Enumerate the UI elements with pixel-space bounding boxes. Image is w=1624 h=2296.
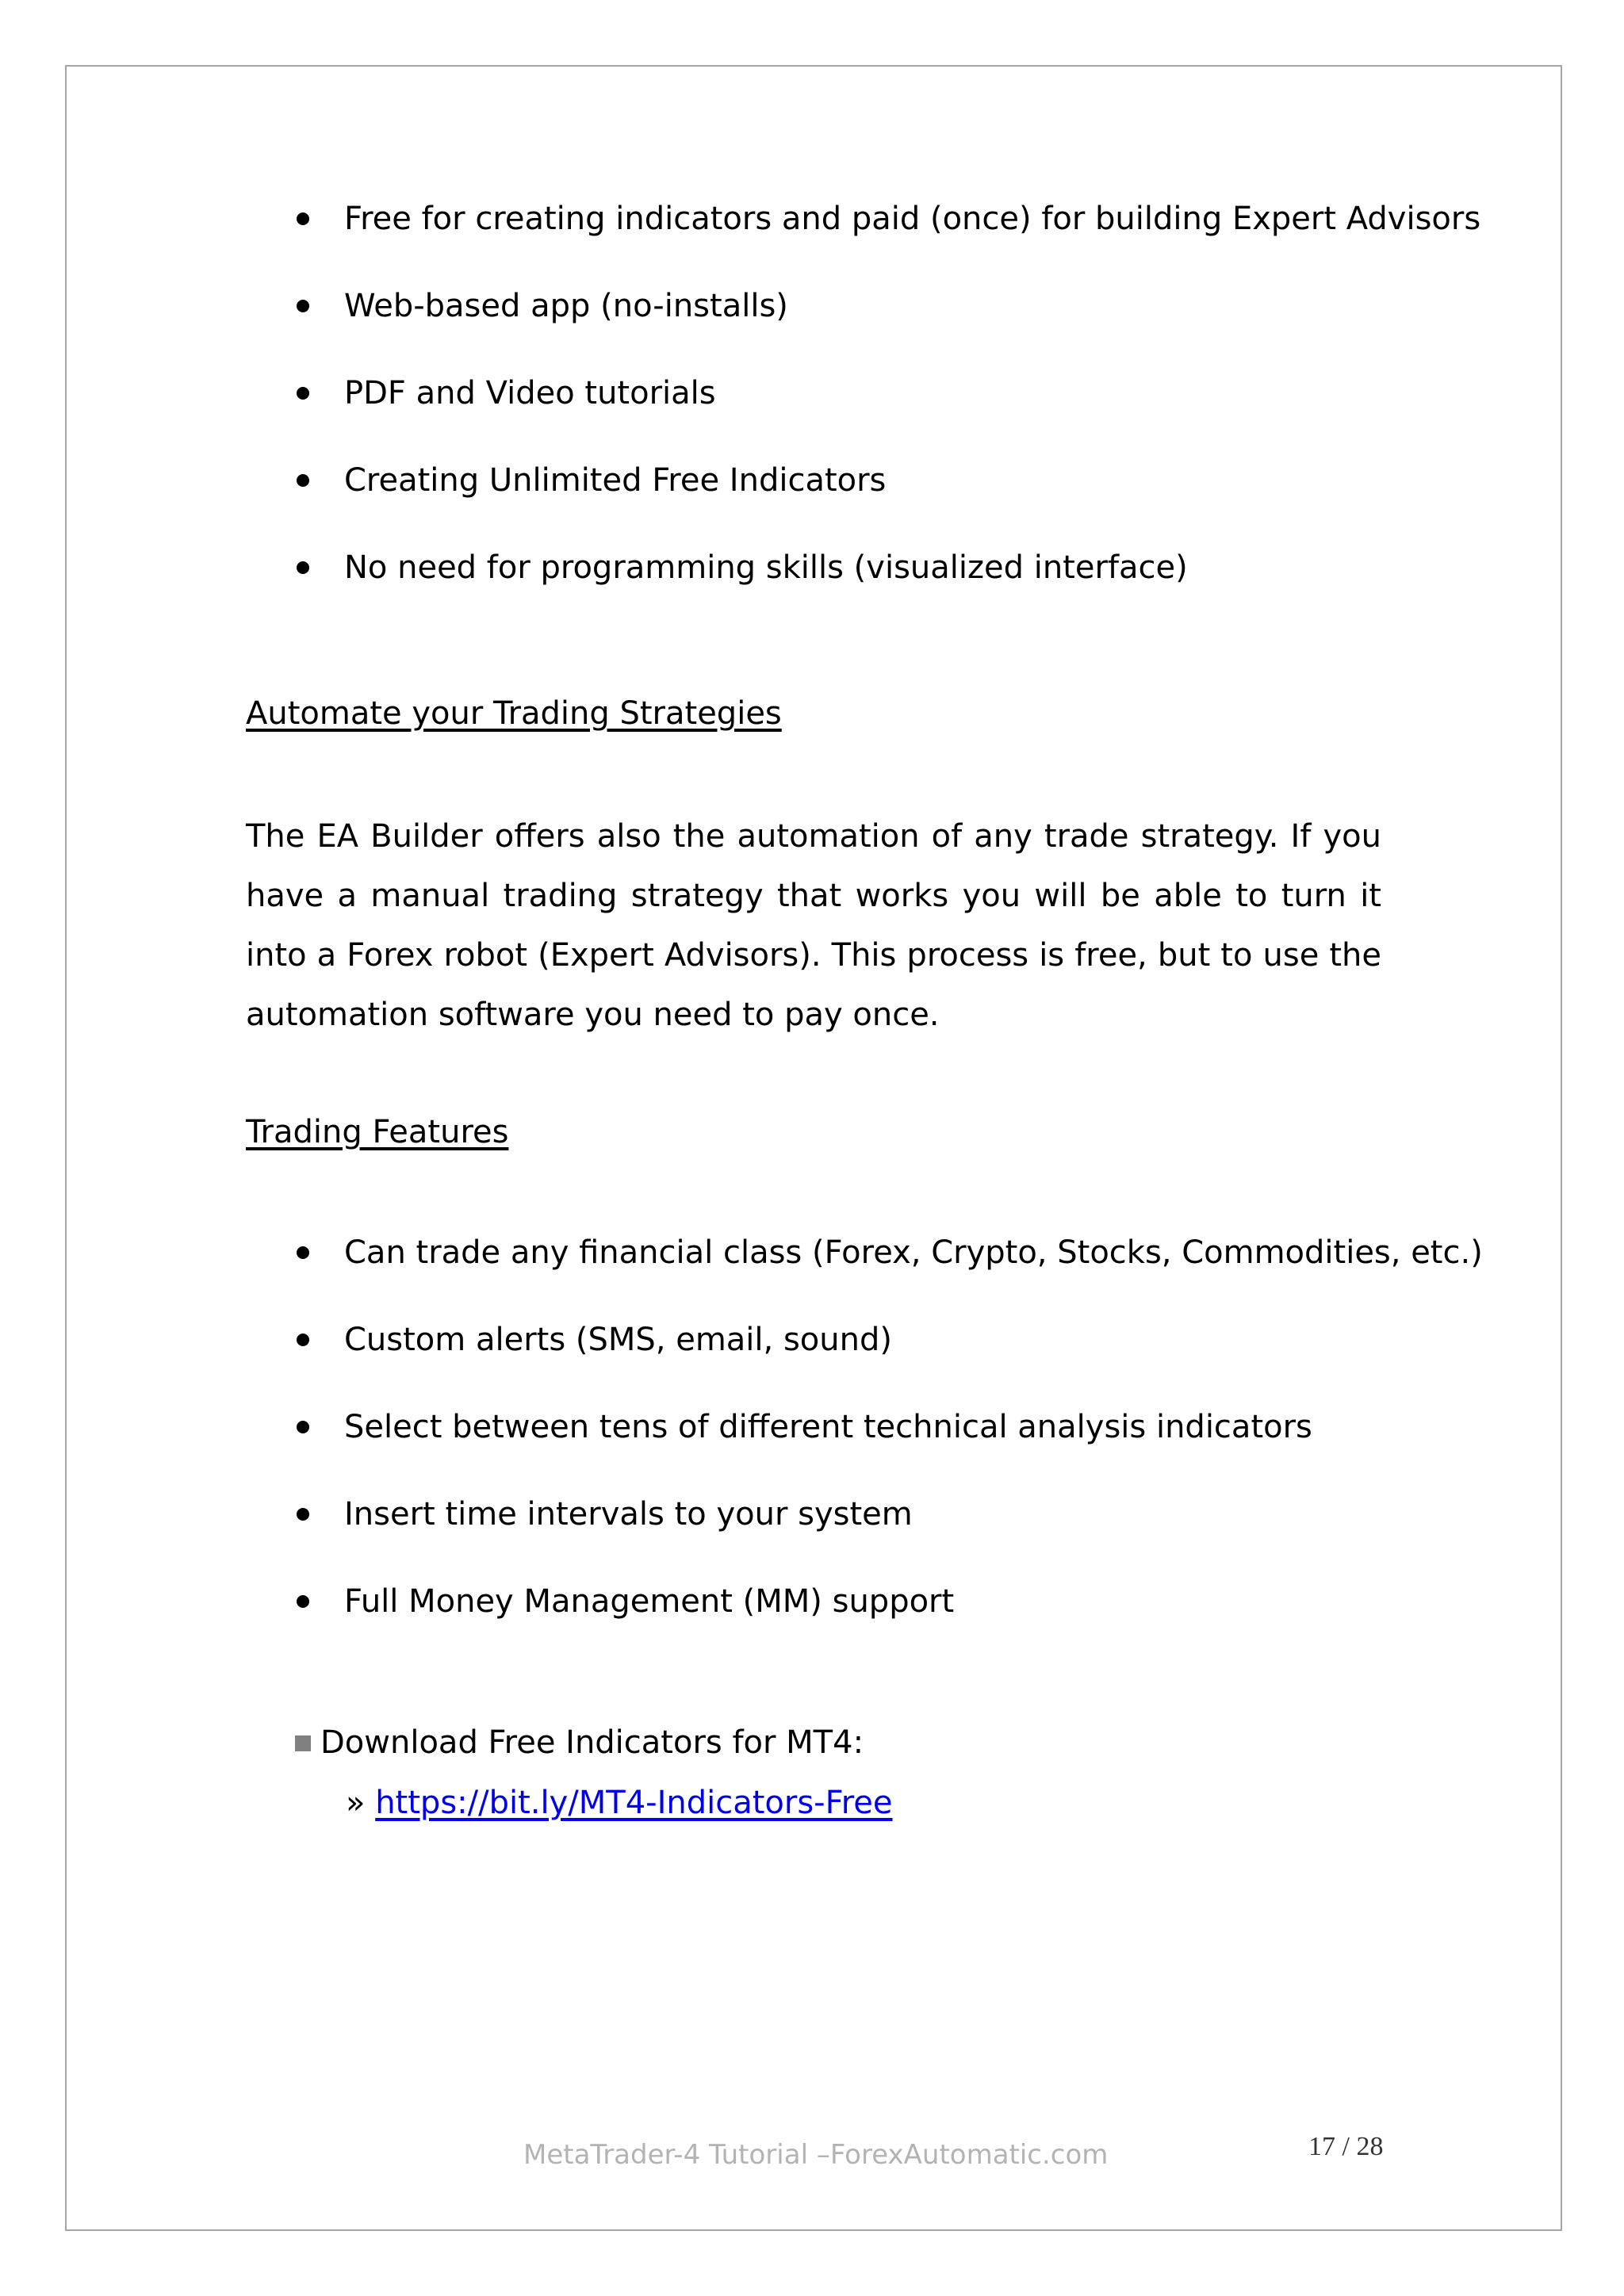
list-item-text: Insert time intervals to your system [344, 1496, 913, 1533]
list-item [0, 1405, 1624, 1452]
page-number: 17 / 28 [1308, 2132, 1384, 2161]
footer-text: MetaTrader-4 Tutorial –ForexAutomatic.com [523, 2139, 1109, 2171]
list-item [0, 197, 1624, 244]
bullet-icon [297, 1246, 309, 1259]
trading-features-heading: Trading Features [246, 1114, 509, 1150]
chevron-right-icon: » [346, 1785, 366, 1821]
bullet-icon [297, 561, 309, 574]
bullet-icon [297, 474, 309, 487]
bullet-icon [297, 1595, 309, 1608]
list-item [0, 1579, 1624, 1627]
list-item-text: Select between tens of different technical analysis indicators [344, 1409, 1312, 1445]
bullet-icon [297, 1421, 309, 1433]
bullet-icon [297, 1334, 309, 1346]
list-item-text: PDF and Video tutorials [344, 375, 716, 411]
download-link[interactable]: https://bit.ly/MT4-Indicators-Free [375, 1785, 893, 1821]
list-item [0, 545, 1624, 593]
list-item [0, 284, 1624, 331]
download-label-row [295, 1720, 864, 1765]
bullet-icon [297, 300, 309, 312]
list-item [0, 371, 1624, 419]
list-item-text: No need for programming skills (visualized interface) [344, 549, 1188, 586]
list-item-text: Custom alerts (SMS, email, sound) [344, 1322, 892, 1358]
bullet-icon [297, 1508, 309, 1521]
list-item [0, 458, 1624, 506]
list-item-text: Creating Unlimited Free Indicators [344, 462, 887, 499]
list-item [0, 1318, 1624, 1365]
automate-heading: Automate your Trading Strategies [246, 695, 782, 732]
list-item-text: Can trade any financial class (Forex, Crypto, Stocks, Commodities, etc.) [344, 1234, 1483, 1271]
list-item-text: Full Money Management (MM) support [344, 1583, 955, 1620]
list-item-text: Web-based app (no-installs) [344, 288, 788, 324]
list-item [0, 1230, 1624, 1278]
square-bullet-icon [295, 1735, 311, 1751]
list-item [0, 1492, 1624, 1540]
automate-paragraph: The EA Builder offers also the automation of any trade strategy. If you have a manual trading strategy that works you will be able to turn it into a Forex robot (Expert Advisors). This process is free, but to use the automation software you need to pay once. [246, 818, 1381, 1033]
bullet-icon [297, 212, 309, 225]
download-link-row [346, 1781, 893, 1825]
bullet-icon [297, 387, 309, 400]
download-label: Download Free Indicators for MT4: [320, 1724, 864, 1761]
list-item-text: Free for creating indicators and paid (once) for building Expert Advisors [344, 201, 1481, 237]
